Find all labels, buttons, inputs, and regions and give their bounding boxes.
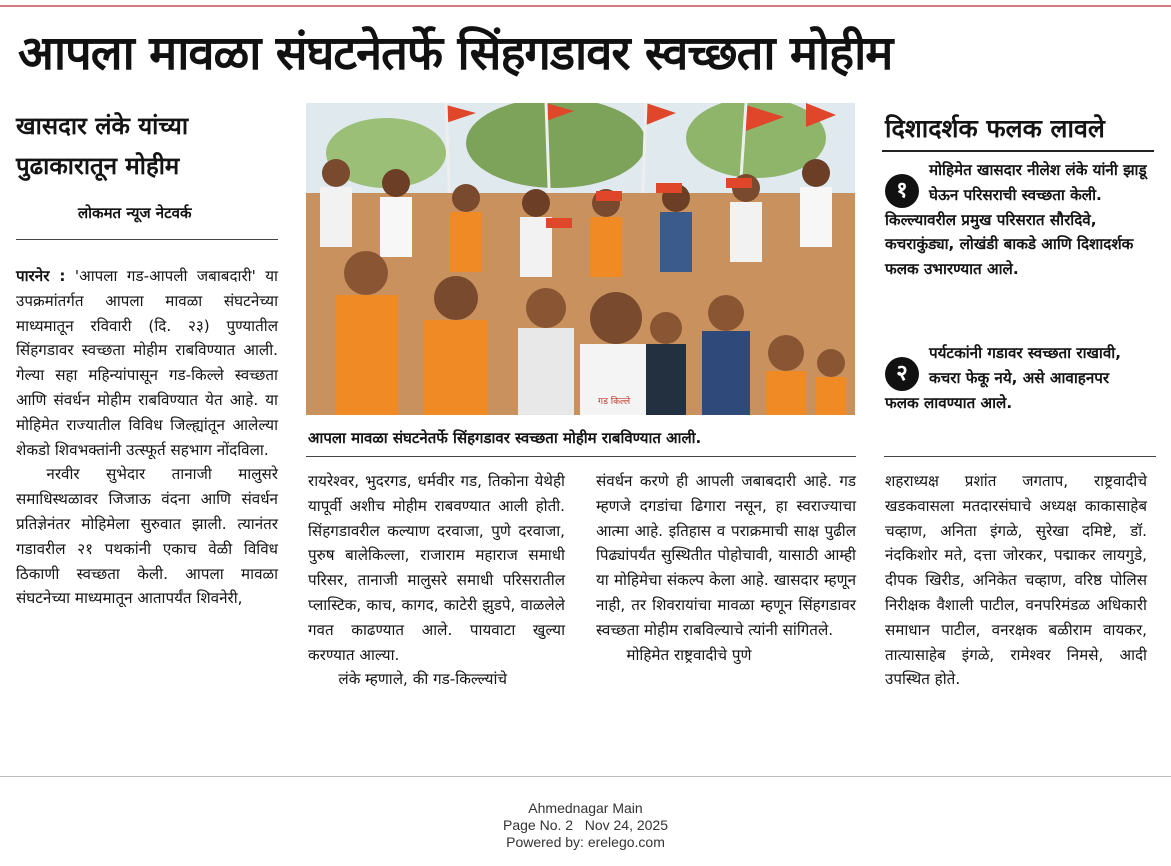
sidebar-point [885, 158, 1147, 282]
article-paragraph: नरवीर सुभेदार तानाजी मालुसरे समाधिस्थळावर जिजाऊ वंदना आणि संवर्धन प्रतिज्ञेनंतर मोहिमेला सुरुवात झाली. त्यानंतर गडावरील २१ पथकांनी एकाच वेळी विविध ठिकाणी स्वच्छता केली. आपला मावळा संघटनेच्या माध्यमातून आतापर्यंत शिवनेरी, [16, 465, 278, 608]
page-bottom-rule [0, 776, 1171, 777]
number-badge-1: १ [885, 174, 919, 208]
dateline-place: पारनेर : [16, 267, 66, 285]
article-paragraph: मोहिमेत राष्ट्रवादीचे पुणे [626, 645, 752, 664]
article-paragraph [16, 264, 278, 462]
powered-by: Powered by: erelego.com [506, 834, 665, 850]
headline: आपला मावळा संघटनेतर्फे सिंहगडावर स्वच्छता मोहीम [18, 26, 893, 81]
photo-banner-text: गड किल्ले [598, 397, 631, 407]
article-paragraph: शहराध्यक्ष प्रशांत जगताप, राष्ट्रवादीचे खडकवासला मतदारसंघाचे अध्यक्ष काकासाहेब चव्हाण, अनिता इंगळे, सुरेखा दमिष्टे, डॉ. नंदकिशोर मते, दत्ता जोरकर, पद्माकर लायगुडे, दीपक खिरीड, अनिकेत चव्हाण, वरिष्ठ पोलिस निरीक्षक वैशाली पाटील, वनपरिमंडळ अधिकारी समाधान पाटील, वनरक्षक बळीराम वायकर, तात्यासाहेब इंगळे, रामेश्वर निमसे, आदी उपस्थित होते. [885, 472, 1147, 689]
sidebar-point [885, 341, 1147, 415]
page-and-date: Page No. 2 Nov 24, 2025 [503, 817, 668, 833]
article-paragraph: लंके म्हणाले, की गड-किल्ल्यांचे [338, 670, 508, 689]
edition-name: Ahmednagar Main [528, 800, 643, 816]
byline: लोकमत न्यूज नेटवर्क [78, 204, 192, 222]
article-paragraph: संवर्धन करणे ही आपली जबाबदारी आहे. गड म्हणजे दगडांचा ढिगारा नसून, हा स्वराज्याचा आत्मा आहे. इतिहास व पराक्रमाची साक्ष पुढील पिढ्यांपर्यंत सुस्थितीत पोहोचावी, यासाठी आम्ही या मोहिमेचा संकल्प केला आहे. खासदार म्हणून नाही, तर शिवरायांचा मावळा म्हणून सिंहगडावर स्वच्छता मोहीम राबविल्याचे त्यांनी सांगितले. [596, 472, 856, 639]
article-paragraph: रायरेश्वर, भुदरगड, धर्मवीर गड, तिकोना येथेही यापूर्वी अशीच मोहीम राबवण्यात आली होती. सिंहगडावरील कल्याण दरवाजा, पुणे दरवाजा, पुरुष बालेकिल्ला, राजाराम महाराज समाधी परिसर, तानाजी मालुसरे समाधी परिसरातील प्लास्टिक, काच, कागद, काटेरी झुडपे, वाळलेले गवत काढण्यात आले. पायवाटा खुल्या करण्यात आल्या. [308, 472, 565, 664]
article-column-2 [308, 469, 565, 692]
sidebar-title-rule [882, 150, 1154, 152]
byline-rule [16, 239, 278, 240]
caption-rule [306, 456, 856, 457]
page-footer [0, 800, 1171, 851]
article-column-4 [885, 469, 1147, 692]
top-rule [0, 5, 1171, 7]
subheadline: खासदार लंके यांच्या पुढाकारातून मोहीम [16, 112, 189, 180]
sidebar-point-text: पर्यटकांनी गडावर स्वच्छता राखावी, कचरा फेकू नये, असे आवाहनपर फलक लावण्यात आले. [885, 344, 1122, 412]
sidebar-rule [884, 456, 1156, 457]
number-badge-2: २ [885, 357, 919, 391]
article-column-1 [16, 264, 278, 611]
article-column-3 [596, 469, 856, 667]
sidebar-title: दिशादर्शक फलक लावले [885, 114, 1105, 143]
sidebar-point-text: मोहिमेत खासदार नीलेश लंके यांनी झाडू घेऊन परिसराची स्वच्छता केली. किल्ल्यावरील प्रमुख परिसरात सौरदिवे, कचराकुंड्या, लोखंडी बाकडे आणि दिशादर्शक फलक उभारण्यात आले. [885, 161, 1147, 279]
photo-caption: आपला मावळा संघटनेतर्फे सिंहगडावर स्वच्छता मोहीम राबविण्यात आली. [308, 429, 702, 447]
news-photo [306, 103, 855, 415]
paragraph-text: 'आपला गड-आपली जबाबदारी' या उपक्रमांतर्गत आपला मावळा संघटनेच्या माध्यमातून रविवारी (दि. २३) पुण्यातील सिंहगडावर स्वच्छता मोहीम राबविण्यात आली. गेल्या सहा महिन्यांपासून गड-किल्ले स्वच्छता आणि संवर्धन मोहीम राबविण्यात येत आहे. या मोहिमेत राज्यातील विविध जिल्ह्यांतून आलेल्या शेकडो शिवभक्तांनी उत्स्फूर्त सहभाग नोंदविला. [16, 267, 278, 459]
